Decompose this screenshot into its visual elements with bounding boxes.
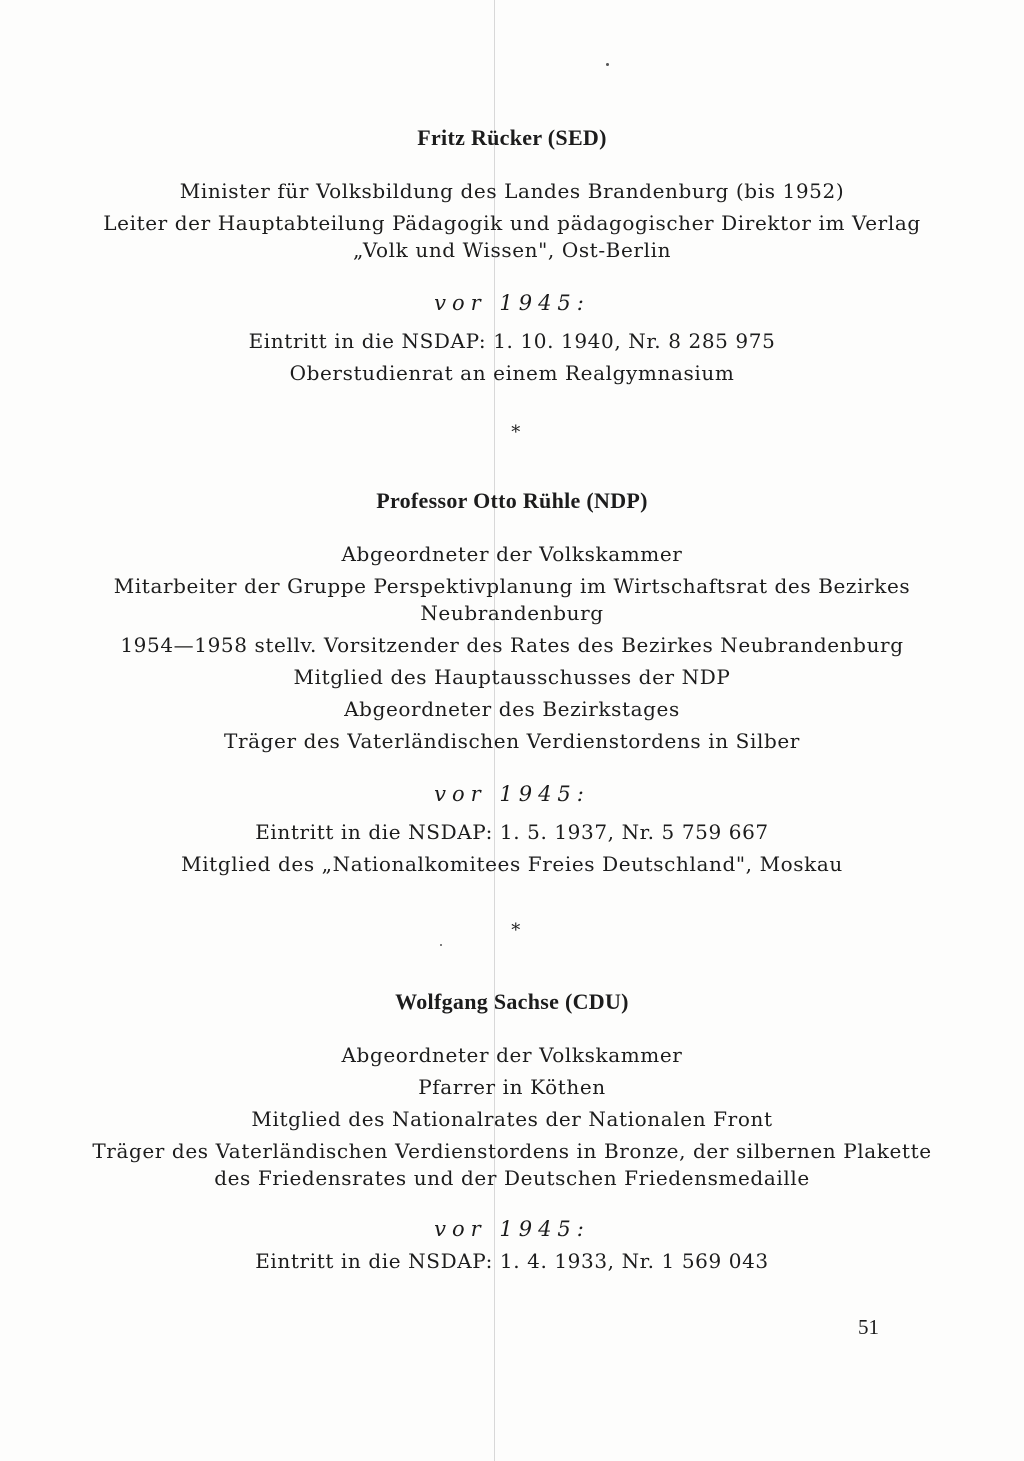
pre-1945-heading: vor 1945: xyxy=(434,1217,590,1241)
position-line: Mitarbeiter der Gruppe Perspektivplanung im Wirtschaftsrat des Bezirkes xyxy=(113,574,911,598)
entry-name: Fritz Rücker (SED) xyxy=(417,125,607,150)
pre-1945-line: Oberstudienrat an einem Realgymnasium xyxy=(289,361,735,385)
pre-1945-line: Eintritt in die NSDAP: 1. 4. 1933, Nr. 1 569 043 xyxy=(255,1249,769,1273)
scan-speck xyxy=(606,63,609,66)
pre-1945-line: Mitglied des „Nationalkomitees Freies Deutschland", Moskau xyxy=(181,852,843,876)
position-line: Neubrandenburg xyxy=(420,601,604,625)
position-line: Abgeordneter des Bezirkstages xyxy=(344,697,680,721)
pre-1945-heading: vor 1945: xyxy=(434,291,590,315)
pre-1945-heading: vor 1945: xyxy=(434,782,590,806)
entry-name: Professor Otto Rühle (NDP) xyxy=(376,488,648,513)
position-line: Mitglied des Nationalrates der Nationalen Front xyxy=(251,1107,773,1131)
position-line: Leiter der Hauptabteilung Pädagogik und pädagogischer Direktor im Verlag xyxy=(103,211,921,235)
entry-name: Wolfgang Sachse (CDU) xyxy=(395,989,629,1014)
position-line: Pfarrer in Köthen xyxy=(418,1075,606,1099)
section-separator: * xyxy=(511,920,521,941)
position-line: Mitglied des Hauptausschusses der NDP xyxy=(293,665,731,689)
position-line: Abgeordneter der Volkskammer xyxy=(341,542,683,566)
page-number: 51 xyxy=(858,1315,879,1339)
scan-speck xyxy=(440,944,442,946)
position-line: Träger des Vaterländischen Verdienstordens in Silber xyxy=(224,729,800,753)
position-line: Minister für Volksbildung des Landes Brandenburg (bis 1952) xyxy=(179,179,845,203)
position-line: „Volk und Wissen", Ost-Berlin xyxy=(352,238,672,262)
position-line: 1954—1958 stellv. Vorsitzender des Rates des Bezirkes Neubrandenburg xyxy=(120,633,904,657)
pre-1945-line: Eintritt in die NSDAP: 1. 10. 1940, Nr. 8 285 975 xyxy=(248,329,776,353)
section-separator: * xyxy=(511,422,521,443)
position-line: Abgeordneter der Volkskammer xyxy=(341,1043,683,1067)
position-line: Träger des Vaterländischen Verdienstordens in Bronze, der silbernen Plakette xyxy=(92,1139,932,1163)
position-line: des Friedensrates und der Deutschen Friedensmedaille xyxy=(214,1166,810,1190)
pre-1945-line: Eintritt in die NSDAP: 1. 5. 1937, Nr. 5 759 667 xyxy=(255,820,769,844)
